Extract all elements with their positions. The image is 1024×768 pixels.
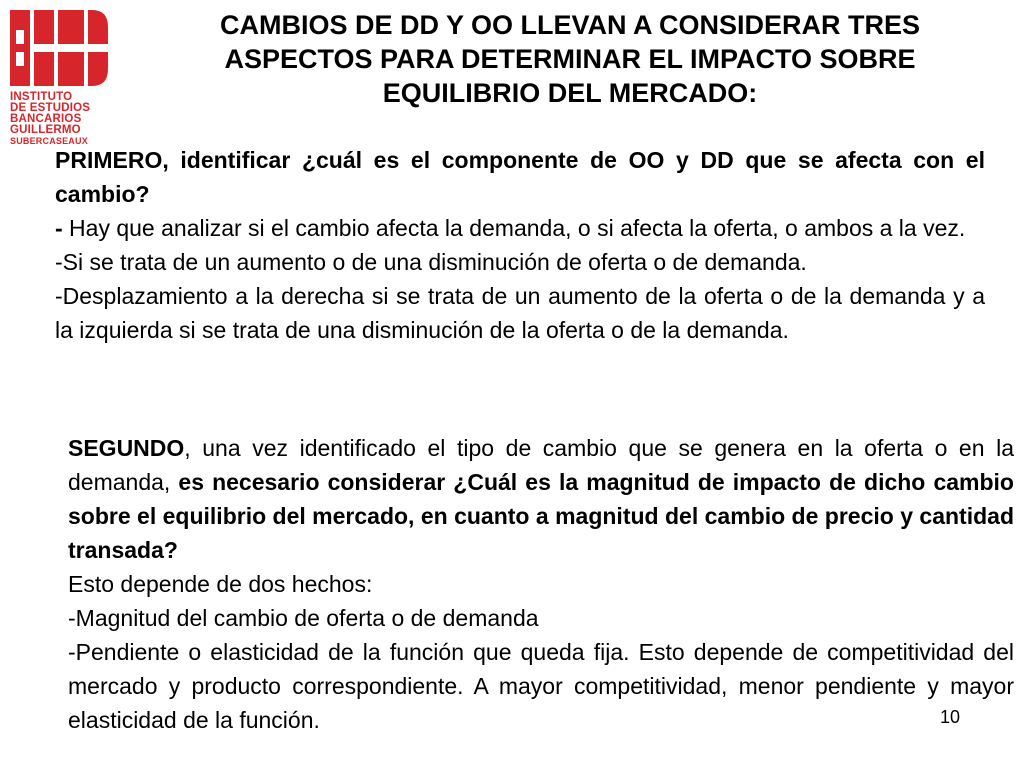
logo-line: INSTITUTO (10, 91, 73, 103)
logo-line: DE ESTUDIOS (10, 102, 91, 114)
logo-line: BANCARIOS (10, 113, 82, 125)
logo-text (10, 92, 120, 147)
segundo-label: SEGUNDO (68, 435, 185, 461)
institute-logo (10, 10, 110, 160)
segundo-intro-para (68, 431, 1014, 567)
slide-title: CAMBIOS DE DD Y OO LLEVAN A CONSIDERAR TRES ASPECTOS PARA DETERMINAR EL IMPACTO SOBRE EQUILIBRIO DEL MERCADO: (219, 10, 921, 108)
primero-line-1 (55, 211, 985, 245)
primero-line-2: -Si se trata de un aumento o de una disminución de oferta o de demanda. (55, 249, 807, 275)
segundo-intro: , una vez identificado el tipo de cambio que se genera en la oferta o en la demanda, (68, 435, 1014, 495)
segundo-line-2: -Magnitud del cambio de oferta o de demanda (68, 605, 539, 631)
logo-line: SUBERCASEAUX (10, 136, 88, 146)
primero-heading: PRIMERO, identificar ¿cuál es el componente de OO y DD que se afecta con el cambio? (55, 147, 985, 207)
ieb-logo-icon (10, 10, 108, 86)
segundo-block (68, 431, 1014, 737)
segundo-line-1: Esto depende de dos hechos: (68, 571, 373, 597)
primero-block (55, 143, 985, 347)
segundo-line-3: -Pendiente o elasticidad de la función que queda fija. Esto depende de competitividad del mercado y producto correspondiente. A mayor competitividad, menor pendiente y mayor elasticidad de la función. (68, 639, 1014, 733)
segundo-emphasis: es necesario considerar ¿Cuál es la magnitud de impacto de dicho cambio sobre el equilibrio del mercado, en cuanto a magnitud del cambio de precio y cantidad transada? (68, 469, 1014, 563)
page-number: 10 (940, 707, 961, 727)
primero-line-1-text: Hay que analizar si el cambio afecta la demanda, o si afecta la oferta, o ambos a la vez. (62, 215, 966, 241)
dash: - (55, 215, 63, 241)
primero-line-3: -Desplazamiento a la derecha si se trata de un aumento de la oferta o de la demanda y a la izquierda si se trata de una disminución de la oferta o de la demanda. (55, 283, 985, 343)
logo-line: GUILLERMO (10, 124, 81, 136)
